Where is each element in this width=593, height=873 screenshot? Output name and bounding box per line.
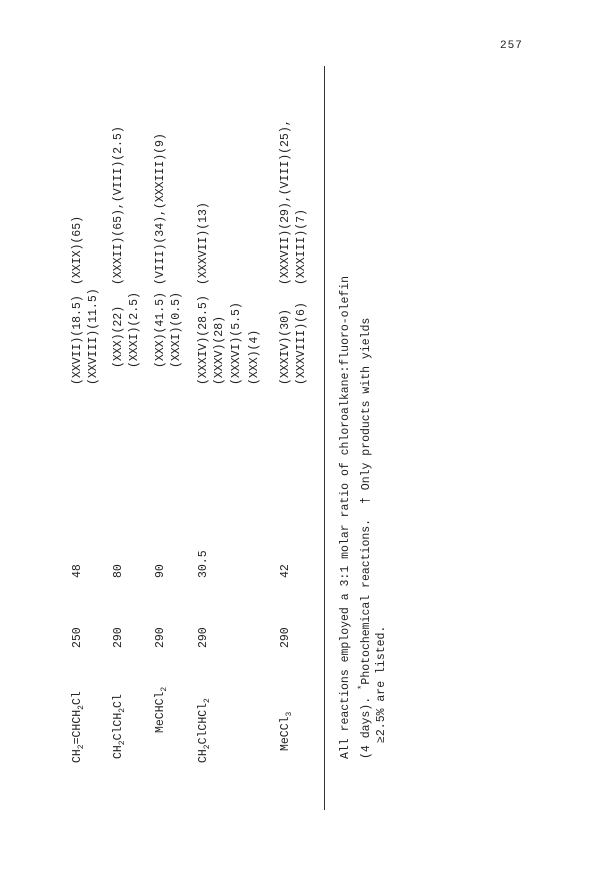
products-cell: (XXXIV)(30)	[279, 309, 292, 385]
conversion-cell: 80	[112, 564, 125, 578]
products-cell: (XXXVII)(29),(VIII)(25),	[279, 119, 292, 285]
footnote-line-1: All reactions employed a 3:1 molar ratio of chloroalkane:fluoro-olefin	[339, 275, 352, 759]
temperature-cell: 290	[154, 627, 167, 648]
conversion-cell: 30.5	[197, 550, 210, 578]
footnote-line-2: (4 days). *Photochemical reactions. † Only products with yields	[357, 317, 373, 759]
products-cell: (XXXI)(0.5)	[170, 292, 183, 368]
reactant-cell: $CH_2ClCH_2Cl$	[112, 694, 127, 759]
reactant-cell: $CH_2=CHCH_2Cl$	[71, 691, 86, 763]
products-cell: (XXXIV)(28.5)	[197, 295, 210, 385]
products-cell: (XXX)(41.5)	[154, 292, 167, 368]
conversion-cell: 42	[279, 564, 292, 578]
products-cell: (XXXVII)(13)	[197, 202, 210, 285]
products-cell: (XXVII)(18.5)	[71, 295, 84, 385]
conversion-cell: 90	[154, 564, 167, 578]
products-cell: (XXXVI)(5.5)	[230, 302, 243, 385]
reactant-cell: $CH_2ClCHCl_2$	[197, 698, 212, 763]
temperature-cell: 290	[197, 627, 210, 648]
products-cell: (XXXIII)(7)	[295, 209, 308, 285]
page-number: 257	[500, 40, 523, 52]
products-cell: (XXXV)(28)	[213, 315, 226, 385]
conversion-cell: 48	[71, 564, 84, 578]
reactant-cell: MeCCl$_3$	[279, 711, 294, 751]
products-cell: (XXVIII)(11.5)	[87, 288, 100, 385]
temperature-cell: 290	[279, 627, 292, 648]
products-cell: (XXIX)(65)	[71, 215, 84, 285]
products-cell: (XXXVIII)(6)	[295, 302, 308, 385]
temperature-cell: 290	[112, 627, 125, 648]
products-cell: (VIII)(34),(XXXIII)(9)	[154, 133, 167, 285]
products-cell: (XXXI)(2.5)	[128, 292, 141, 368]
products-cell: (XXXII)(65),(VIII)(2.5)	[112, 126, 125, 285]
products-cell: (XXX)(22)	[112, 305, 125, 368]
reactant-cell: MeCHCl$_2$	[154, 686, 169, 733]
footnote-line-3: ≥2.5% are listed.	[375, 625, 388, 743]
temperature-cell: 250	[71, 627, 84, 648]
products-cell: (XXX)(4)	[248, 329, 261, 385]
